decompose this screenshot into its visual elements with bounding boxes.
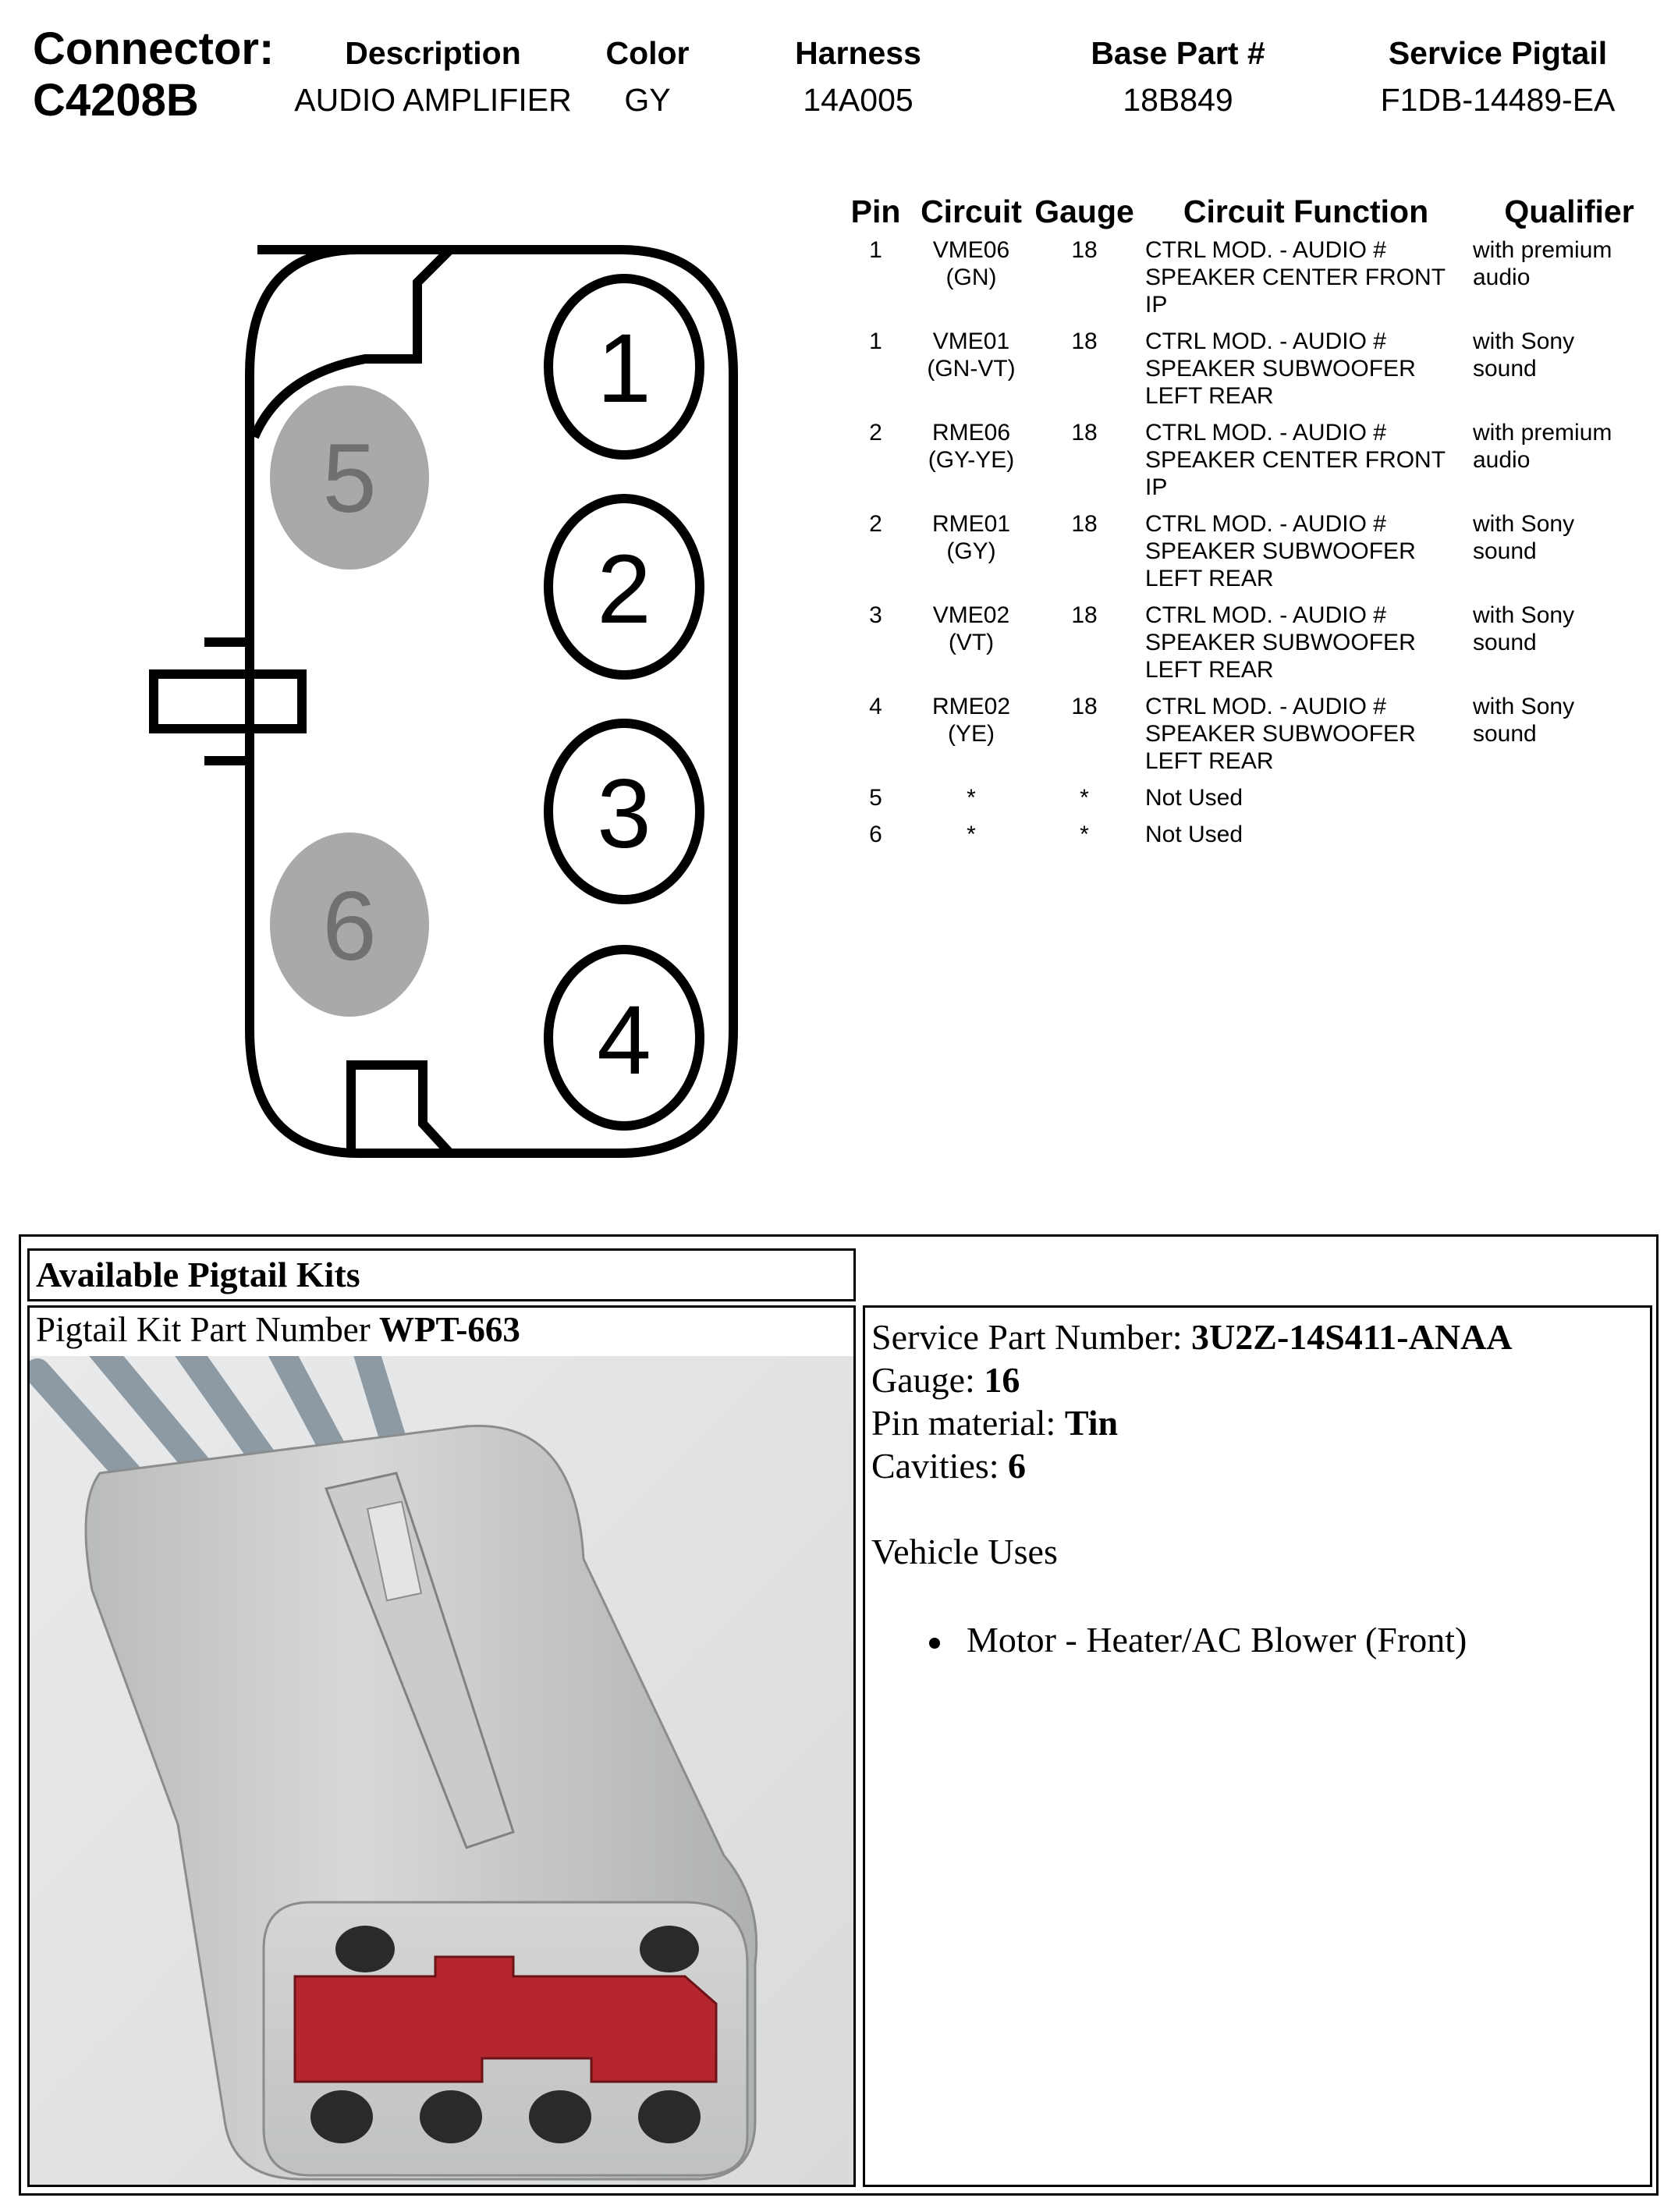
cavities-label: Cavities: bbox=[871, 1446, 1009, 1486]
pin-material-line bbox=[871, 1401, 1650, 1444]
keying-notch-bottom bbox=[351, 1065, 449, 1152]
vehicle-use-item bbox=[929, 1618, 1650, 1661]
side-latch bbox=[154, 674, 302, 729]
cell-circuit-function: CTRL MOD. - AUDIO # SPEAKER SUBWOOFER LEFT REAR bbox=[1145, 602, 1416, 683]
cell-gauge: * bbox=[1080, 822, 1089, 847]
cell-gauge: 18 bbox=[1071, 328, 1098, 354]
cell-qualifier: with premium audio bbox=[1473, 237, 1612, 290]
cell-circuit-function: CTRL MOD. - AUDIO # SPEAKER SUBWOOFER LEFT REAR bbox=[1145, 328, 1416, 409]
pin-table-row bbox=[839, 693, 1666, 784]
cell-circuit-function: CTRL MOD. - AUDIO # SPEAKER SUBWOOFER LEFT REAR bbox=[1145, 694, 1416, 774]
cavities-value: 6 bbox=[1008, 1446, 1027, 1486]
cell-pin: 3 bbox=[869, 602, 882, 628]
cell-qualifier bbox=[1467, 784, 1666, 821]
cell-gauge: 18 bbox=[1071, 511, 1098, 537]
connector-id: C4208B bbox=[33, 75, 199, 126]
service-part-number-value: 3U2Z-14S411-ANAA bbox=[1191, 1317, 1513, 1357]
pin-table-row bbox=[839, 419, 1666, 510]
service-part-card bbox=[863, 1305, 1652, 2187]
col-header-circuit-function: Circuit Function bbox=[1183, 194, 1429, 229]
gauge-line bbox=[871, 1358, 1650, 1401]
pigtail-section-header bbox=[27, 1248, 856, 1301]
cell-circuit: * bbox=[967, 785, 976, 811]
pin-cavity-4 bbox=[548, 950, 700, 1126]
cell-pin: 1 bbox=[869, 328, 882, 354]
pin-table-row bbox=[839, 784, 1666, 821]
pin-table-row bbox=[839, 328, 1666, 419]
cell-circuit: VME02 (VT) bbox=[932, 602, 1010, 655]
kit-part-number-value: WPT-663 bbox=[378, 1310, 520, 1349]
cell-gauge: 18 bbox=[1071, 694, 1098, 719]
cell-circuit: RME06 (GY-YE) bbox=[928, 420, 1015, 473]
vehicle-uses-list bbox=[871, 1618, 1650, 1661]
cell-circuit-function: Not Used bbox=[1145, 785, 1243, 811]
gauge-value: 16 bbox=[984, 1360, 1020, 1400]
cell-qualifier: with Sony sound bbox=[1473, 328, 1575, 382]
cell-pin: 1 bbox=[869, 237, 882, 263]
value-service-pigtail: F1DB-14489-EA bbox=[1380, 82, 1616, 118]
pin-label-2: 2 bbox=[597, 535, 651, 644]
pin-cavity-2 bbox=[548, 499, 700, 675]
cell-pin: 6 bbox=[869, 822, 882, 847]
cell-qualifier bbox=[1467, 821, 1666, 857]
header-description: Description bbox=[345, 35, 521, 71]
connector-face-diagram bbox=[140, 238, 749, 1174]
kit-part-number-line bbox=[30, 1308, 853, 1350]
cell-qualifier: with premium audio bbox=[1473, 420, 1612, 473]
service-part-number-line bbox=[871, 1315, 1650, 1358]
value-base-part: 18B849 bbox=[1123, 82, 1233, 118]
cell-gauge: 18 bbox=[1071, 237, 1098, 263]
pin-table-row bbox=[839, 510, 1666, 602]
cell-pin: 2 bbox=[869, 511, 882, 537]
cell-circuit: VME01 (GN-VT) bbox=[927, 328, 1016, 382]
pigtail-connector-photo bbox=[30, 1356, 853, 2185]
cell-gauge: * bbox=[1080, 785, 1089, 811]
pin-table-row bbox=[839, 236, 1666, 328]
pin-cavity-5-unused bbox=[270, 385, 429, 570]
cell-pin: 2 bbox=[869, 420, 882, 446]
col-header-pin: Pin bbox=[850, 194, 901, 229]
header-harness: Harness bbox=[795, 35, 921, 71]
header-base-part: Base Part # bbox=[1091, 35, 1265, 71]
value-description: AUDIO AMPLIFIER bbox=[294, 82, 572, 118]
pin-label-4: 4 bbox=[597, 986, 651, 1095]
col-header-circuit: Circuit bbox=[921, 194, 1022, 229]
pin-label-6: 6 bbox=[322, 872, 377, 981]
col-header-qualifier: Qualifier bbox=[1504, 194, 1634, 229]
cell-pin: 4 bbox=[869, 694, 882, 719]
pin-label-3: 3 bbox=[597, 760, 651, 868]
vehicle-use-label: Motor - Heater/AC Blower (Front) bbox=[967, 1620, 1467, 1660]
col-header-gauge: Gauge bbox=[1034, 194, 1134, 229]
cell-qualifier: with Sony sound bbox=[1473, 602, 1575, 655]
pin-table-row bbox=[839, 602, 1666, 693]
pin-cavity-1 bbox=[548, 279, 700, 455]
cell-circuit-function: CTRL MOD. - AUDIO # SPEAKER CENTER FRONT IP bbox=[1145, 237, 1446, 318]
kit-part-number-label: Pigtail Kit Part Number bbox=[36, 1310, 379, 1349]
value-color: GY bbox=[624, 82, 671, 118]
pin-table bbox=[839, 194, 1666, 857]
cell-pin: 5 bbox=[869, 785, 882, 811]
pin-material-value: Tin bbox=[1064, 1403, 1119, 1443]
service-part-number-label: Service Part Number: bbox=[871, 1317, 1192, 1357]
pin-cavity-6-unused bbox=[270, 833, 429, 1017]
cell-circuit-function: CTRL MOD. - AUDIO # SPEAKER CENTER FRONT IP bbox=[1145, 420, 1446, 500]
pin-cavity-3 bbox=[548, 723, 700, 900]
connector-label: Connector: bbox=[33, 23, 275, 74]
cavities-line bbox=[871, 1444, 1650, 1487]
vehicle-uses-heading: Vehicle Uses bbox=[871, 1532, 1058, 1571]
cell-circuit: * bbox=[967, 822, 976, 847]
cell-qualifier: with Sony sound bbox=[1473, 511, 1575, 564]
cell-circuit: VME06 (GN) bbox=[932, 237, 1010, 290]
header-service-pigtail: Service Pigtail bbox=[1388, 35, 1608, 71]
pin-label-1: 1 bbox=[597, 314, 651, 423]
cell-qualifier: with Sony sound bbox=[1473, 694, 1575, 747]
pigtail-section-title: Available Pigtail Kits bbox=[36, 1255, 360, 1294]
cell-circuit: RME02 (YE) bbox=[931, 694, 1011, 747]
cell-gauge: 18 bbox=[1071, 420, 1098, 446]
value-harness: 14A005 bbox=[803, 82, 913, 118]
header-color: Color bbox=[605, 35, 690, 71]
bullet-icon bbox=[929, 1638, 940, 1649]
cell-circuit-function: Not Used bbox=[1145, 822, 1243, 847]
cell-circuit: RME01 (GY) bbox=[931, 511, 1011, 564]
pin-material-label: Pin material: bbox=[871, 1403, 1065, 1443]
gauge-label: Gauge: bbox=[871, 1360, 984, 1400]
cell-gauge: 18 bbox=[1071, 602, 1098, 628]
pin-table-row bbox=[839, 821, 1666, 857]
pin-label-5: 5 bbox=[322, 424, 377, 533]
cell-circuit-function: CTRL MOD. - AUDIO # SPEAKER SUBWOOFER LEFT REAR bbox=[1145, 511, 1416, 591]
pin-table-header bbox=[839, 194, 1666, 236]
